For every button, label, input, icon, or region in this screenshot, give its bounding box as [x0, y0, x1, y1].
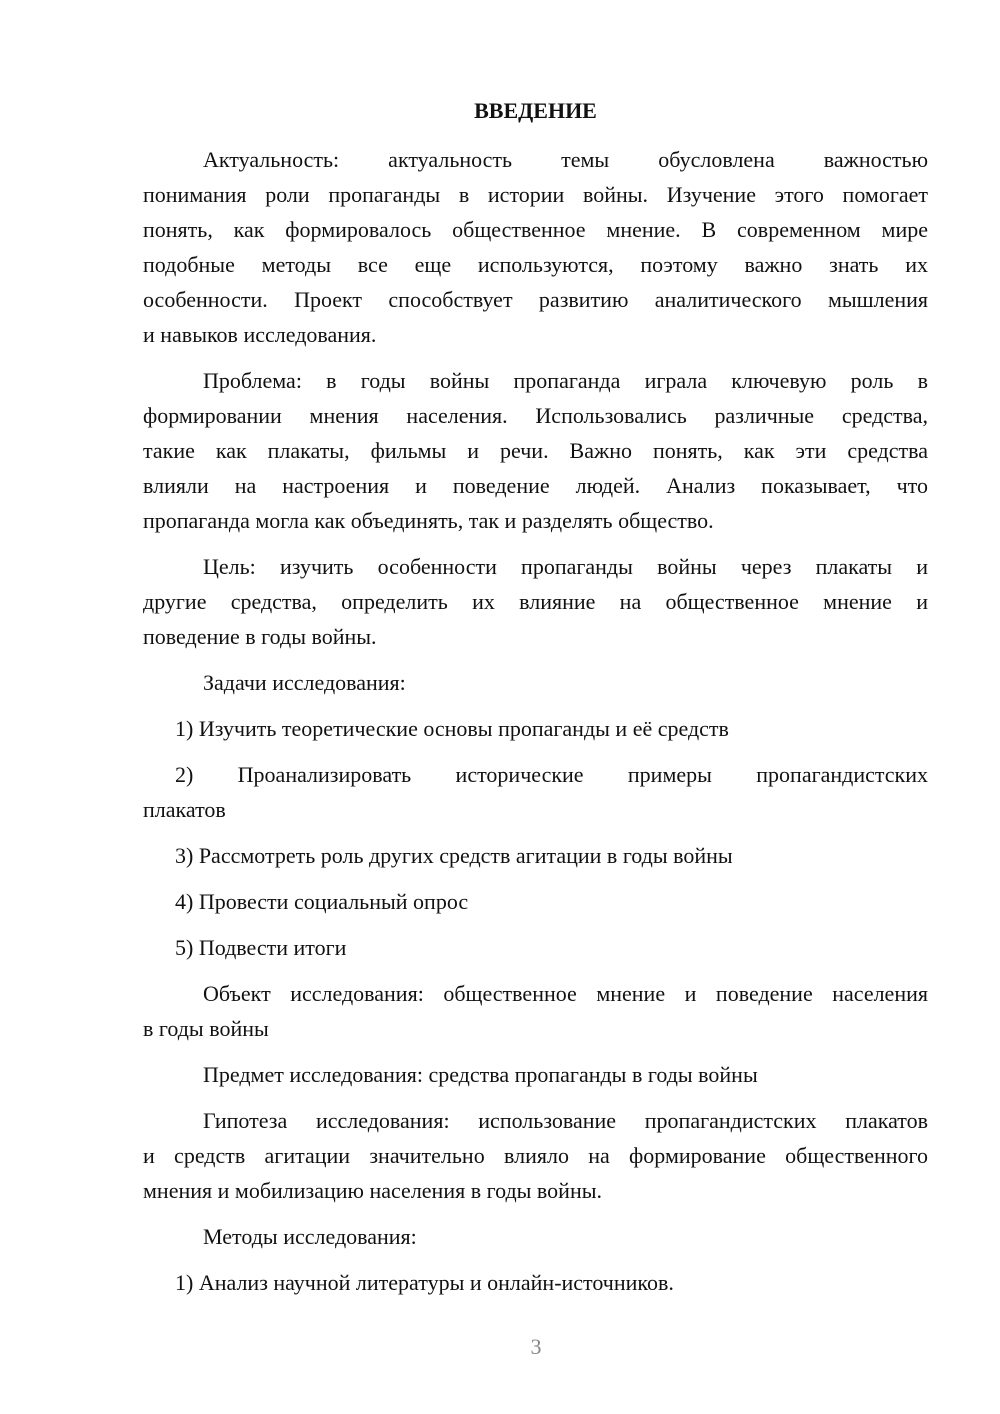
text-line: понять, как формировалось общественное мнение. В современном мире — [143, 217, 928, 242]
paragraph — [143, 1057, 928, 1092]
text-line: 5) Подвести итоги — [175, 935, 347, 960]
text-line: в годы войны — [143, 1016, 269, 1041]
numbered-item — [143, 757, 928, 827]
text-line: и средств агитации значительно влияло на формирование общественного — [143, 1143, 928, 1168]
text-line: Проблема: в годы войны пропаганда играла ключевую роль в — [203, 368, 928, 393]
text-line: Объект исследования: общественное мнение и поведение населения — [203, 981, 928, 1006]
document-body — [143, 93, 928, 1311]
paragraphs — [143, 142, 928, 1300]
text-line: плакатов — [143, 797, 226, 822]
paragraph — [143, 1219, 928, 1254]
text-line: и навыков исследования. — [143, 322, 377, 347]
text-line: Методы исследования: — [203, 1224, 417, 1249]
text-line: Задачи исследования: — [203, 670, 406, 695]
text-line: влияли на настроения и поведение людей. Анализ показывает, что — [143, 473, 928, 498]
paragraph — [143, 142, 928, 352]
numbered-item — [143, 838, 928, 873]
text-line: другие средства, определить их влияние на общественное мнение и — [143, 589, 928, 614]
numbered-item — [143, 711, 928, 746]
text-line: формировании мнения населения. Использовались различные средства, — [143, 403, 928, 428]
text-line: мнения и мобилизацию населения в годы войны. — [143, 1178, 602, 1203]
text-line: подобные методы все еще используются, поэтому важно знать их — [143, 252, 928, 277]
text-line: Актуальность: актуальность темы обусловлена важностью — [203, 147, 928, 172]
paragraph — [143, 1103, 928, 1208]
numbered-item — [143, 930, 928, 965]
paragraph — [143, 549, 928, 654]
text-line: Цель: изучить особенности пропаганды войны через плакаты и — [203, 554, 928, 579]
text-line: 1) Изучить теоретические основы пропаганды и её средств — [175, 716, 729, 741]
text-line: поведение в годы войны. — [143, 624, 377, 649]
paragraph — [143, 976, 928, 1046]
page-number: 3 — [530, 1334, 542, 1359]
text-line: 4) Провести социальный опрос — [175, 889, 469, 914]
numbered-item — [143, 884, 928, 919]
text-line: особенности. Проект способствует развитию аналитического мышления — [143, 287, 928, 312]
text-line: пропаганда могла как объединять, так и разделять общество. — [143, 508, 714, 533]
text-line: 2) Проанализировать исторические примеры пропагандистских — [175, 762, 928, 787]
text-line: понимания роли пропаганды в истории войны. Изучение этого помогает — [143, 182, 928, 207]
text-line: такие как плакаты, фильмы и речи. Важно понять, как эти средства — [143, 438, 928, 463]
text-line: 3) Рассмотреть роль других средств агитации в годы войны — [175, 843, 733, 868]
paragraph — [143, 665, 928, 700]
paragraph — [143, 363, 928, 538]
text-line: 1) Анализ научной литературы и онлайн-источников. — [175, 1270, 674, 1295]
text-line: Предмет исследования: средства пропаганды в годы войны — [203, 1062, 758, 1087]
numbered-item — [143, 1265, 928, 1300]
section-title: ВВЕДЕНИЕ — [474, 98, 597, 123]
text-line: Гипотеза исследования: использование пропагандистских плакатов — [203, 1108, 928, 1133]
